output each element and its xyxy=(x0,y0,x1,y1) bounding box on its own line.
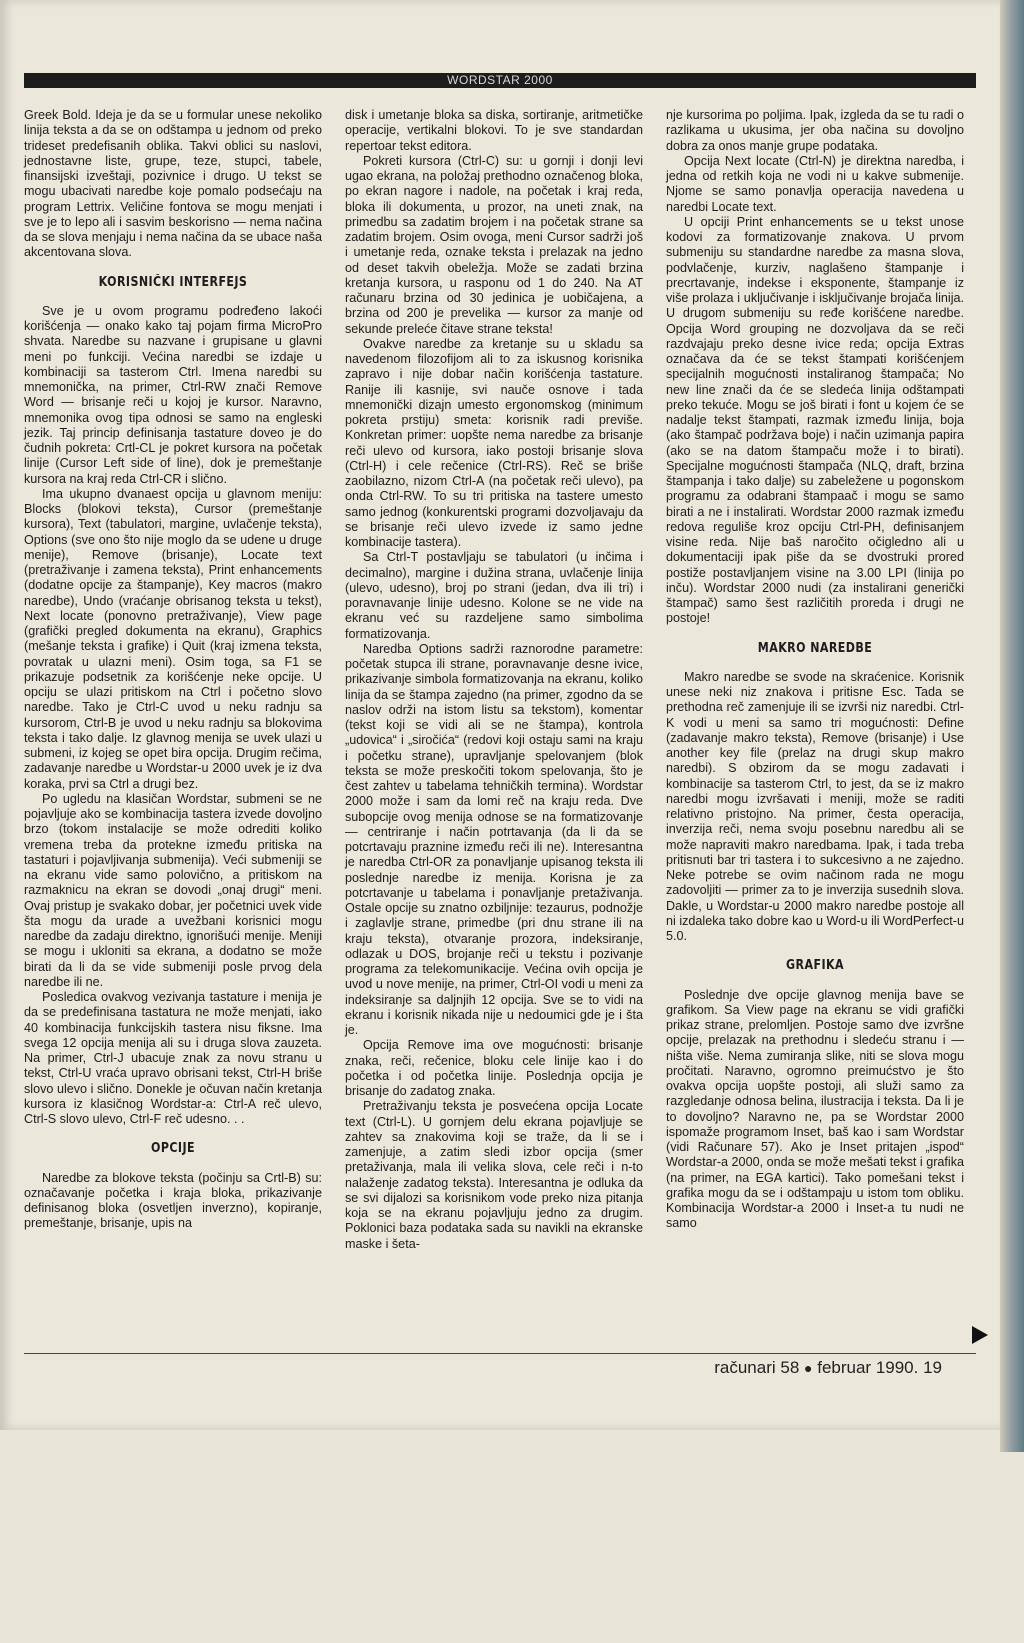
section-heading: MAKRO NAREDBE xyxy=(757,640,873,656)
paragraph: disk i umetanje bloka sa diska, sortiranje, aritmetičke operacije, vertikalni blokovi. To je sve standardan repertoar tekst editora. xyxy=(345,108,643,153)
paragraph: Opcija Remove ima ove mogućnosti: brisanje znaka, reči, rečenice, bloku cele linije kao i do početka i od početka linije. Poslednja opcija je brisanje do zadatog znaka. xyxy=(345,1038,643,1098)
section-heading: OPCIJE xyxy=(151,1141,195,1157)
paragraph: Ovakve naredbe za kretanje su u skladu sa navedenom filozofijom ali to za iskusnog korisnika zapravo i nije dobar način korišćenja tastature. Ranije ili kasnije, svi nauče osnove i tada mnemonički dizajn umesto ergonomskog (minimum pokreta prstiju) smeta: korisnik radi previše. Konkretan primer: uopšte nema naredbe za brisanje reči ulevo od kursora, iako postoji brisanje slova (Ctrl-H) i cele rečenice (Ctrl-RS). Reč se briše zaobilazno, nizom Ctrl-A (na početak reči ulevo), pa onda Ctrl-RW. To su tri pritiska na tastere umesto samo jednog (konkurentski programi dozvoljavaju da se brisanje reči ulevo izvede iz samo jedne kombinacije tastera). xyxy=(345,336,643,549)
section-heading: GRAFIKA xyxy=(786,958,844,974)
paragraph: U opciji Print enhancements se u tekst unose kodovi za formatizovanje znakova. U prvom submeniju su standardne naredbe za masna slova, podvlačenje, kurziv, naglašeno štampanje i precrtavanje, indekse i eksponente, štampanje iz više prolaza i uključivanje i isključivanje brojača linija. U drugom submeniju su ređe korišćene naredbe. Opcija Word grouping ne dozvoljava da se reči razdvajaju preko desne ivice reda; opcija Extras označava da će se tekst štampati korišćenjem specijalnih mogućnosti instaliranog štampača; No new line znači da će se sledeća linija odštampati preko tekuće. Mogu se još birati i font u kojem će se nadalje tekst štampati, razmak između linija, boja (ako štampač podržava boje) i način uzimanja papira (ako se na datom štampaču može i to birati). Specijalne mogućnosti štampača (NLQ, draft, brzina štampanja i tako dalje) su zabeležene u pogonskom programu za odabrani štampaač i mogu se samo birati a ne i instalirati. Wordstar 2000 razmak između redova reguliše kroz opciju Ctrl-PH, definisanjem visine reda. Nije baš naročito očigledno ali u dokumentaciji ipak piše da se dvostruki prored postiže postavljanjem visine na 3.00 LPI (linija po inču). Wordstar 2000 nudi (za instalirani generički štampač) samo šest različitih proreda i drugi ne postoje! xyxy=(666,214,964,626)
paragraph: Ima ukupno dvanaest opcija u glavnom meniju: Blocks (blokovi teksta), Cursor (premeštanje kursora), Text (tabulatori, margine, uvlačenje teksta), Options (sve ono što nije moglo da se udene u druge menije), Remove (brisanje), Locate text (pretraživanje i zamena teksta), Print enhancements (dodatne opcije za štampanje), Key macros (makro naredbe), Undo (vraćanje obrisanog teksta u tekst), Next locate (ponovno pretraživanje), View page (grafički pregled dokumenta na ekranu), Graphics (mešanje teksta i grafike) i Quit (kraj izmena teksta, povratak u ulazni meni). Osim toga, sa F1 se prikazuje podsetnik za korišćenje neke opcije. U opciju se ulazi pritiskom na Ctrl i početno slovo naredbe. Tako je Ctrl-C uvod u neku radnju sa kursorom, Ctrl-B je uvod u neku radnju sa blokovima teksta i tako dalje. Iz glavnog menija se uvek ulazi u submeni, iz kojeg se opet bira opcija. Drugim rečima, zadavanje naredbe u Wordstar-u 2000 uvek je iz dva koraka, prvi sa Ctrl a drugi bez. xyxy=(24,486,322,791)
page-footer xyxy=(714,1358,942,1378)
page-edge xyxy=(1000,0,1024,1452)
column-3 xyxy=(666,108,964,1643)
issue-date-page: februar 1990. 19 xyxy=(817,1358,942,1377)
continue-arrow-icon xyxy=(972,1326,988,1344)
paragraph: Makro naredbe se svode na skraćenice. Korisnik unese neki niz znakova i pritisne Esc. Tada se prethodna reč zamenjuje ili se izvrši niz naredbi. Ctrl- K vodi u meni sa samo tri mogućnosti: Define (zadavanje makro teksta), Remove (brisanje) i Use another key file (prelaz na drugi skup makro naredbi). S obzirom da se mogu zadavati i kombinacije sa tasterom Ctrl, to jest, da se iz makro naredbi mogu izvršavati i meniji, može se raditi relativno pristojno. Na primer, česta operacija, inverzija reči, nema svoju posebnu naredbu ali se može napraviti makro naredbama. Ipak, i tada treba pritisnuti bar tri tastera i to sukcesivno a ne zajedno. Neke potrebe se ovim načinom rada ne mogu zadovoljiti — primer za to je inverzija susednih slova. Dakle, u Wordstar-u 2000 makro naredbe postoje all ni izdaleka tako dobre kao u Word-u ili WordPerfect-u 5.0. xyxy=(666,669,964,943)
paragraph: Opcija Next locate (Ctrl-N) je direktna naredba, i jedna od retkih koja ne vodi ni u kakve submenije. Njome se samo ponavlja operacija navedena u naredbi Locate text. xyxy=(666,153,964,214)
bullet-icon: ● xyxy=(804,1360,813,1376)
paragraph: Naredbe za blokove teksta (počinju sa Crtl-B) su: označavanje početka i kraja bloka, prikazivanje definisanog bloka (osvetljen inverzno), kopiranje, premeštanje, brisanje, upis na xyxy=(24,1170,322,1231)
paragraph: nje kursorima po poljima. Ipak, izgleda da se tu radi o razlikama u ukusima, jer oba načina su dovoljno dobra za onos manje grupe podataka. xyxy=(666,108,964,153)
paragraph: Naredba Options sadrži raznorodne parametre: početak stupca ili strane, poravnavanje desne ivice, prikazivanje simbola formatizovanja na ekranu, koliko linija da se štampa zajedno (na primer, zgodno da se naslov održi na istom listu sa tekstom), komentar (tekst koji se vidi ali se ne štampa), kontrola „udovica“ i „siročića“ (redovi koji ostaju sami na kraju i početku strane), upravljanje spelovanjem (blok teksta se može preskočiti tokom spelovanja, što je čest zahtev u tabelama tehničkih termina). Wordstar 2000 može i sam da lomi reč na kraju reda. Dve subopcije ovog menija odnose se na formatizovanje — centriranje i način potrtavanja (da li da se potcrtavaju praznine između reči ili ne). Interesantna je naredba Ctrl-OR za ponavljanje upisanog teksta ili poslednje naredbe iz menija. Korisna je za potcrtavanje u tabelama i ponavljanje pretaživanja. Ostale opcije su znatno ozbiljnije: tezaurus, podnožje i zaglavlje strane, primedbe (pri dnu strane ili na kraju teksta), otvaranje prozora, indeksiranje, odlazak u DOS, brojanje reči u tekstu i pozivanje programa za telekomunikacije. Većina ovih opcija je uvod u nove menije, na primer, Ctrl-OI vodi u meni za indeksiranje sa daljnjih 12 opcija. Sve se to vidi na ekranu i korisnik nikada nije u nedoumici gde je i šta je. xyxy=(345,641,643,1037)
footer-rule xyxy=(24,1353,976,1354)
column-1 xyxy=(24,108,322,1643)
paragraph: Po ugledu na klasičan Wordstar, submeni se ne pojavljuje ako se kombinacija tastera izvede dovoljno brzo (tokom instalacije se može odrediti koliko vremena treba da protekne između pritiska na tastaturi i pojavljivanja submenija). Veći submeniji se na ekranu vide samo polovično, a pritiskom na razmaknicu na ekran se dovodi „onaj drugi“ meni. Ovaj pristup je svakako dobar, jer početnici uvek vide šta mogu da urade a uvežbani korisnici mogu naredbe da zadaju direktno, ignorišući menije. Meniji se mogu i ukloniti sa ekrana, a dodatno se može birati da li da se vide submeniji posle prvog dela naredbe ili ne. xyxy=(24,791,322,989)
paragraph: Greek Bold. Ideja je da se u formular unese nekoliko linija teksta a da se on odštampa u jednom od preko trideset predefisanih oblika. Takvi oblici su naslovi, jednostavne liste, grupe, teze, stupci, tabele, finansijski izveštaji, pozivnice i drugo. U tekst se mogu ubacivati naredbe koje pomalo podsećaju na program Lettrix. Veličine fontova se mogu menjati i sve je to lepo ali i sasvim beskorisno — nema načina da se slova menjaju i nema načina da se ubace naša akcentovana slova. xyxy=(24,108,322,260)
publication-name: računari 58 xyxy=(714,1358,800,1377)
column-2 xyxy=(345,108,643,1643)
running-header: WORDSTAR 2000 xyxy=(24,73,976,88)
paragraph: Sa Ctrl-T postavljaju se tabulatori (u inčima i decimalno), margine i dužina strana, uvlačenje linija (ulevo, udesno), broj po strani (jedan, dva ili tri) i poravnavanje linije udesno. Kolone se ne vide na ekranu već su razdeljene samo simbolima formatizovanja. xyxy=(345,550,643,641)
paragraph: Poslednje dve opcije glavnog menija bave se grafikom. Sa View page na ekranu se vidi grafički prikaz strane, prelomljen. Postoje samo dve izvršne opcije, prelazak na prethodnu i sledeću stranu i — ništa više. Nema zumiranja slike, niti se slova mogu pročitati. Naravno, ogromno preimućstvo je što ovakva opcija uopšte postoji, ali služi samo za razgledanje odnosa belina, ilustracija i teksta. Da li je to dovoljno? Naravno ne, pa se Wordstar 2000 ispomaže programom Inset, baš kao i sam Wordstar (vidi Računare 57). Ako je Inset pritajen „ispod“ Wordstar-a 2000, onda se može mešati tekst i grafika (na primer, na EGA kartici). Tako pomešani tekst i grafika mogu da se i odštampaju u istom tom obliku. Kombinacija Wordstar-a 2000 i Inset-a tu nudi ne samo xyxy=(666,987,964,1231)
section-heading: KORISNIČKI INTERFEJS xyxy=(98,274,248,290)
paragraph: Pokreti kursora (Ctrl-C) su: u gornji i donji levi ugao ekrana, na položaj prethodno označenog bloka, po ekran nagore i nadole, na početak i kraj reda, bloka ili dokumenta, u prozor, na uneti znak, na primedbu sa zadatim brojem i na početak strane sa zadatim brojem. Osim ovoga, meni Cursor sadrži još i umetanje reda, oznake teksta i prelazak na jedno od deset takvih obeležja. Može se zadati brzina kretanja kursora, u rasponu od 1 do 240. Na AT računaru brzina od 30 jedinica je uobičajena, a brzina od 200 je prevelika — kursor za manje od sekunde preleće čitave strane teksta! xyxy=(345,153,643,336)
paragraph: Posledica ovakvog vezivanja tastature i menija je da se predefinisana tastatura ne može menjati, iako 40 kombinacija funkcijskih tastera nisu fiksne. Ima svega 12 opcija menija ali su i druga slova zauzeta. Na primer, Ctrl-J ubacuje znak za novu stranu u tekst, Ctrl-U vraća upravo obrisani tekst, Ctrl-H briše slovo ulevo i slično. Donekle je očuvan način kretanja kursora iz klasičnog Wordstar-a: Ctrl-A reč ulevo, Ctrl-S slovo ulevo, Ctrl-F reč udesno. . . xyxy=(24,990,322,1126)
paragraph: Sve je u ovom programu podređeno lakoći korišćenja — onako kako taj pojam firma MicroPro shvata. Naredbe su nazvane i grupisane u glavni meni po funkciji. Većina naredbi se izdaje u kombinaciji sa tasterom Ctrl. Imena naredbi su mnemonička, na primer, Ctrl-RW znači Remove Word — brisanje reči u kojoj je kursor. Naravno, mnemonika ovog tipa odnosi se samo na engleski jezik. Taj princip definisanja tastature doveo je do čudnih pokreta: Crtl-CL je pokret kursora na početak linije (Cursor Left side of line), dok je premeštanje kursora na kraj reda Ctrl-CR i slično. xyxy=(24,303,322,486)
paragraph: Pretraživanju teksta je posvećena opcija Locate text (Ctrl-L). U gornjem delu ekrana pojavljuje se zahtev sa znakovima koji se traže, da li se i zamenjuje, a zatim sledi izbor opcija (smer pretaživanja, mala ili velika slova, cele reči i n-to nalaženje zadatog teksta). Interesantna je odluka da se svi dijalozi sa korisnikom vode preko niza pitanja koja se na ekranu pojavljuju jedno za drugim. Poklonici baza podataka sada su navikli na ekranske maske i šeta- xyxy=(345,1099,643,1251)
